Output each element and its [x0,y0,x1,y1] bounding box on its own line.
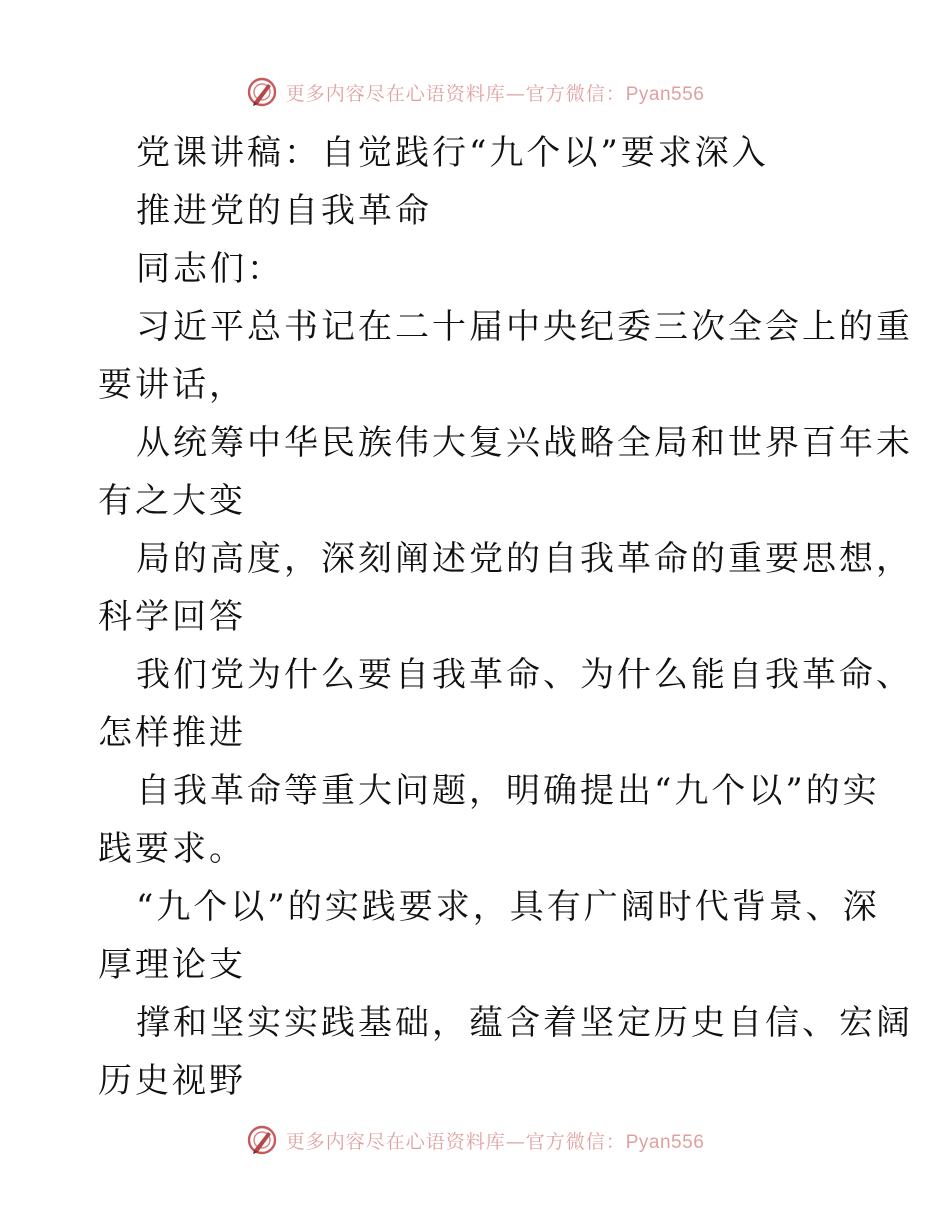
text-line: 要讲话， [98,365,246,405]
text-line: 历史视野 [98,1061,246,1101]
text-line: 科学回答 [98,597,246,637]
watermark-text: 更多内容尽在心语资料库—官方微信：Pyan556 [285,82,705,105]
text-line: 党课讲稿：自觉践行“九个以”要求深入 [136,133,769,173]
text-line: 厚理论支 [98,945,246,985]
text-line: 习近平总书记在二十届中央纪委三次全会上的重 [136,307,913,347]
text-line: 自我革命等重大问题，明确提出“九个以”的实 [136,771,880,811]
text-line: 撑和坚实实践基础，蕴含着坚定历史自信、宏阔 [136,1003,913,1043]
text-line: 怎样推进 [98,713,246,753]
text-line: 同志们： [136,249,284,289]
document-body [98,124,913,1110]
text-line: 从统筹中华民族伟大复兴战略全局和世界百年未 [136,423,913,463]
text-line: 践要求。 [98,829,246,869]
watermark-text: 更多内容尽在心语资料库—官方微信：Pyan556 [285,1130,705,1153]
text-line: 局的高度，深刻阐述党的自我革命的重要思想， [136,539,913,579]
text-line: 有之大变 [98,481,246,521]
text-line: “九个以”的实践要求，具有广阔时代背景、深 [136,887,880,927]
footer-watermark [0,1120,950,1160]
pen-logo-icon [246,1124,278,1156]
header-watermark [0,72,950,112]
text-line: 推进党的自我革命 [136,191,432,231]
pen-logo-icon [246,76,278,108]
text-line: 我们党为什么要自我革命、为什么能自我革命、 [136,655,913,695]
